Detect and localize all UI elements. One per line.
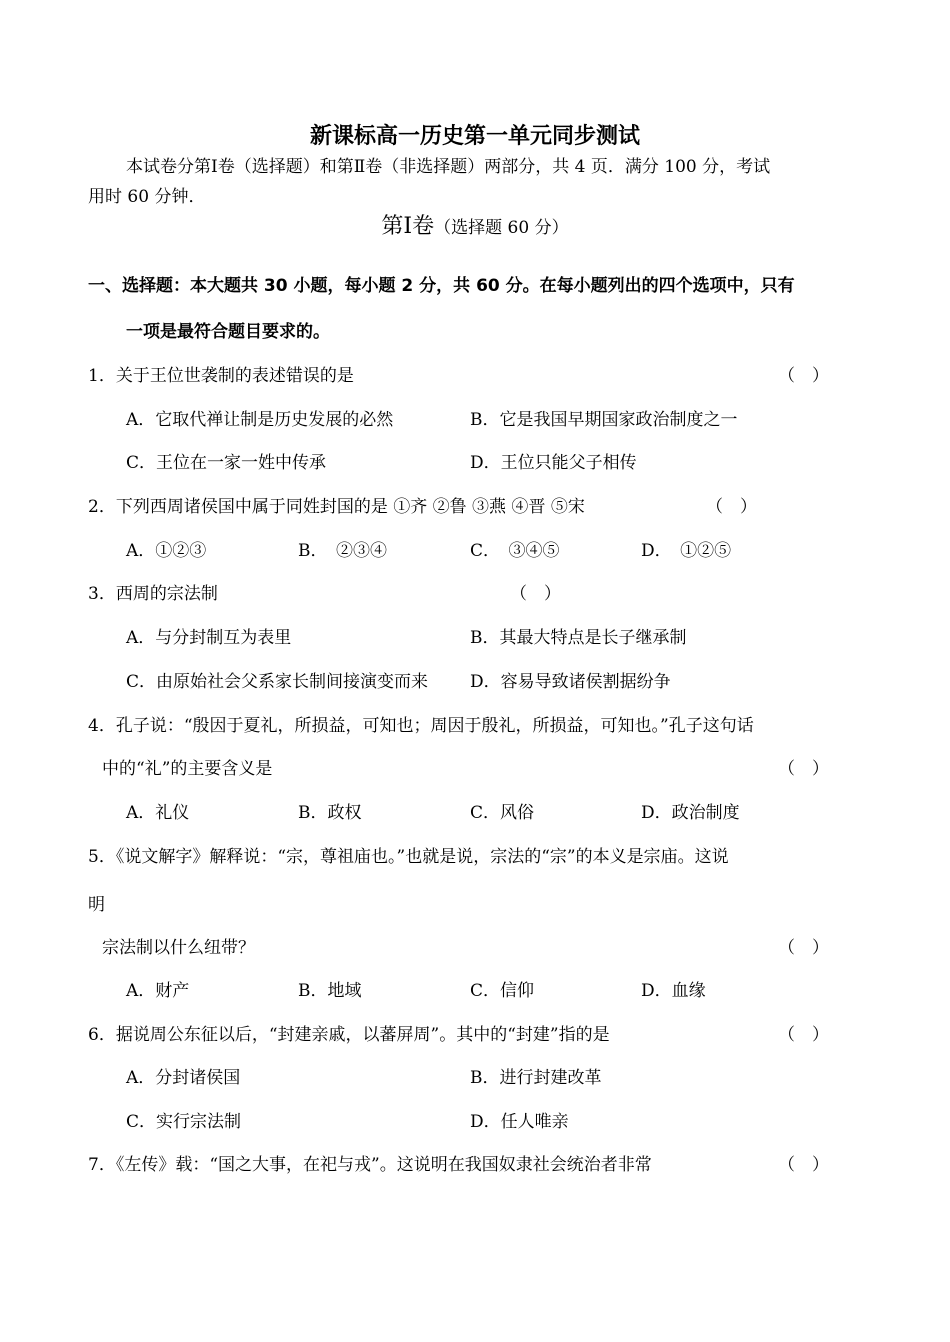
question-2-option-d: D． ①②⑤ [641,541,732,561]
question-5-answer-paren: （ ） [778,938,829,958]
question-5-option-c: C．信仰 [470,981,535,1001]
question-3-answer-paren: （ ） [510,584,561,604]
question-5-stem-line-1: 5．《说文解字》解释说：“宗，尊祖庙也。”也就是说，宗法的“宗”的本义是宗庙。这说 [88,847,729,867]
intro-line-2: 用时 60 分钟． [88,187,206,207]
question-5-stem-line-3: 宗法制以什么纽带？ [102,938,255,958]
question-1-option-c: C．王位在一家一姓中传承 [126,453,327,473]
question-1-option-b: B．它是我国早期国家政治制度之一 [470,410,738,430]
question-2-answer-paren: （ ） [706,497,757,517]
question-2-stem: 2．下列西周诸侯国中属于同姓封国的是 ①齐 ②鲁 ③燕 ④晋 ⑤宋 [88,497,585,517]
intro-line-1: 本试卷分第Ⅰ卷（选择题）和第Ⅱ卷（非选择题）两部分，共 4 页．满分 100 分，考试 [126,157,771,177]
question-1-stem: 1．关于王位世袭制的表述错误的是 [88,366,354,386]
section-title: 第Ⅰ卷 [381,214,435,239]
question-3-option-c: C．由原始社会父系家长制间接演变而来 [126,672,429,692]
question-6-option-d: D．任人唯亲 [470,1112,569,1132]
question-7-stem: 7．《左传》载：“国之大事，在祀与戎”。这说明在我国奴隶社会统治者非常 [88,1155,652,1175]
question-1-option-d: D．王位只能父子相传 [470,453,637,473]
question-6-option-a: A．分封诸侯国 [126,1068,241,1088]
question-2-option-a: A．①②③ [126,541,207,561]
question-2-option-b: B． ②③④ [298,541,387,561]
question-4-stem-line-2: 中的“礼”的主要含义是 [102,759,273,779]
question-4-answer-paren: （ ） [778,759,829,779]
question-4-option-d: D．政治制度 [641,803,740,823]
question-4-option-b: B．政权 [298,803,362,823]
question-7-answer-paren: （ ） [778,1155,829,1175]
question-6-option-b: B．进行封建改革 [470,1068,602,1088]
question-3-option-a: A．与分封制互为表里 [126,628,292,648]
question-5-option-d: D．血缘 [641,981,706,1001]
instructions-line-2: 一项是最符合题目要求的。 [126,322,330,342]
instructions-line-1: 一、选择题：本大题共 30 小题，每小题 2 分，共 60 分。在每小题列出的四个选项中，只有 [88,276,795,296]
question-6-option-c: C．实行宗法制 [126,1112,242,1132]
question-4-stem-line-1: 4．孔子说：“殷因于夏礼，所损益，可知也；周因于殷礼，所损益，可知也。”孔子这句话 [88,716,754,736]
question-3-option-d: D．容易导致诸侯割据纷争 [470,672,671,692]
question-1-answer-paren: （ ） [778,366,829,386]
question-1-option-a: A．它取代禅让制是历史发展的必然 [126,410,394,430]
section-subtitle: （选择题 60 分） [434,218,569,238]
question-4-option-c: C．风俗 [470,803,535,823]
question-6-answer-paren: （ ） [778,1025,829,1045]
section-heading [0,212,950,243]
question-6-stem: 6．据说周公东征以后，“封建亲戚，以蕃屏周”。其中的“封建”指的是 [88,1025,610,1045]
question-3-option-b: B．其最大特点是长子继承制 [470,628,687,648]
question-3-stem: 3．西周的宗法制 [88,584,218,604]
question-5-stem-line-2: 明 [88,895,105,915]
question-5-option-b: B．地域 [298,981,362,1001]
question-5-option-a: A．财产 [126,981,190,1001]
question-4-option-a: A．礼仪 [126,803,190,823]
page-title: 新课标高一历史第一单元同步测试 [309,124,640,149]
question-2-option-c: C． ③④⑤ [470,541,560,561]
